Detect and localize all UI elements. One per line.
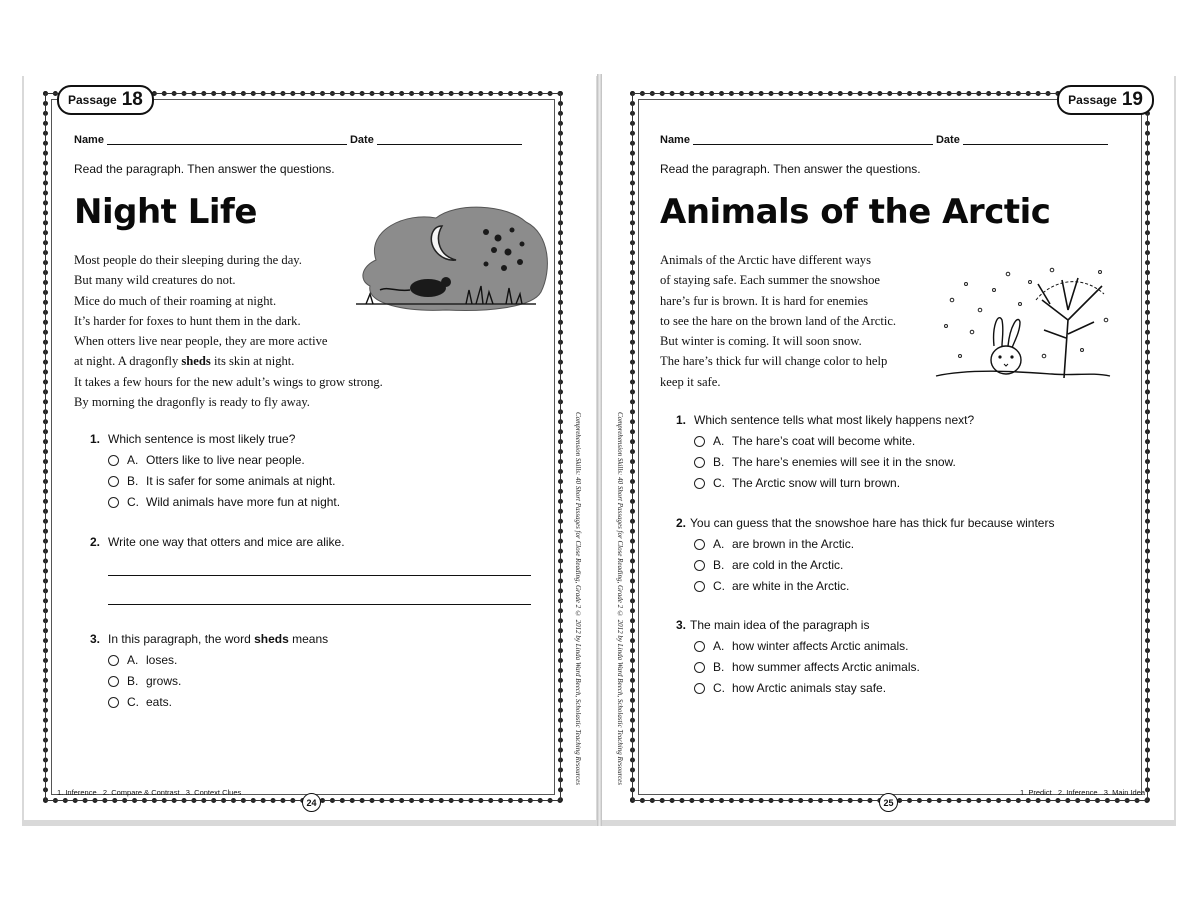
question-text: means bbox=[292, 632, 329, 646]
paragraph-line: It’s harder for foxes to hunt them in the dark. bbox=[74, 313, 301, 328]
radio-button-icon[interactable] bbox=[694, 581, 705, 592]
option-text: how winter affects Arctic animals. bbox=[732, 639, 909, 653]
left-page bbox=[24, 72, 596, 820]
option-text: The hare’s enemies will see it in the snow. bbox=[732, 455, 956, 469]
passage-tag bbox=[57, 85, 154, 115]
question-text: Which sentence is most likely true? bbox=[108, 432, 296, 446]
question-text: Write one way that otters and mice are alike. bbox=[108, 535, 345, 549]
answer-option[interactable] bbox=[694, 434, 915, 448]
paragraph-line: to see the hare on the brown land of the Arctic. bbox=[660, 313, 897, 328]
question-text: The main idea of the paragraph is bbox=[690, 618, 870, 632]
snowshoe-hare-winter-illustration bbox=[932, 260, 1112, 388]
name-label: Name bbox=[660, 134, 690, 146]
question-2 bbox=[676, 516, 1054, 530]
option-letter: A. bbox=[713, 639, 725, 653]
passage-number: 19 bbox=[1121, 89, 1143, 110]
radio-button-icon[interactable] bbox=[108, 697, 119, 708]
reading-paragraph bbox=[74, 250, 383, 412]
radio-button-icon[interactable] bbox=[694, 539, 705, 550]
option-letter: A. bbox=[713, 434, 725, 448]
question-number: 1. bbox=[676, 413, 687, 427]
question-1 bbox=[90, 432, 295, 446]
answer-option[interactable] bbox=[694, 681, 886, 695]
question-number: 3. bbox=[90, 632, 101, 646]
paragraph-line: But winter is coming. It will soon snow. bbox=[660, 334, 862, 349]
paragraph-line: But many wild creatures do not. bbox=[74, 273, 236, 288]
option-text: how Arctic animals stay safe. bbox=[732, 681, 887, 695]
answer-option[interactable] bbox=[108, 495, 340, 509]
passage-number: 18 bbox=[121, 89, 143, 110]
option-text: eats. bbox=[146, 695, 173, 709]
option-letter: A. bbox=[127, 653, 139, 667]
option-text: It is safer for some animals at night. bbox=[146, 474, 336, 488]
question-3 bbox=[676, 618, 869, 632]
vocab-word: sheds bbox=[254, 632, 289, 646]
paragraph-line: Most people do their sleeping during the day. bbox=[74, 253, 302, 267]
option-text: are cold in the Arctic. bbox=[732, 558, 844, 572]
answer-option[interactable] bbox=[694, 558, 843, 572]
option-letter: A. bbox=[713, 537, 725, 551]
question-2 bbox=[90, 535, 345, 549]
paragraph-line: When otters live near people, they are more active bbox=[74, 334, 328, 349]
option-letter: B. bbox=[713, 558, 725, 572]
name-field[interactable] bbox=[693, 134, 933, 145]
page-title: Night Life bbox=[74, 192, 257, 232]
date-field[interactable] bbox=[377, 134, 522, 145]
passage-label: Passage bbox=[1068, 93, 1117, 107]
radio-button-icon[interactable] bbox=[694, 436, 705, 447]
paragraph-line: Mice do much of their roaming at night. bbox=[74, 293, 277, 308]
answer-option[interactable] bbox=[694, 476, 900, 490]
copyright-credit: Comprehension Skills: 40 Short Passages for Close Reading, Grade 2 © 2012 by Linda Ward Beech, Scholastic Teaching Resources bbox=[616, 412, 624, 786]
name-date-row bbox=[660, 134, 1111, 146]
answer-option[interactable] bbox=[108, 653, 177, 667]
radio-button-icon[interactable] bbox=[694, 457, 705, 468]
answer-option[interactable] bbox=[694, 455, 956, 469]
option-letter: C. bbox=[127, 695, 139, 709]
option-text: are white in the Arctic. bbox=[732, 579, 850, 593]
answer-line[interactable] bbox=[108, 575, 531, 576]
date-label: Date bbox=[349, 134, 374, 146]
paragraph-line: hare’s fur is brown. It is hard for enemies bbox=[660, 293, 869, 308]
radio-button-icon[interactable] bbox=[694, 683, 705, 694]
paragraph-line bbox=[74, 351, 383, 371]
question-number: 3. bbox=[676, 618, 687, 632]
option-text: grows. bbox=[146, 674, 182, 688]
question-number: 2. bbox=[90, 535, 101, 549]
paragraph-line: By morning the dragonfly is ready to fly away. bbox=[74, 395, 310, 410]
option-letter: C. bbox=[713, 579, 725, 593]
reading-paragraph bbox=[660, 250, 896, 392]
instructions: Read the paragraph. Then answer the questions. bbox=[660, 162, 921, 176]
paragraph-line: The hare’s thick fur will change color to help bbox=[660, 354, 888, 369]
answer-option[interactable] bbox=[108, 474, 335, 488]
date-label: Date bbox=[935, 134, 960, 146]
radio-button-icon[interactable] bbox=[108, 676, 119, 687]
radio-button-icon[interactable] bbox=[694, 478, 705, 489]
answer-option[interactable] bbox=[694, 639, 909, 653]
vocab-word: sheds bbox=[181, 354, 211, 369]
option-letter: C. bbox=[127, 495, 139, 509]
name-date-row bbox=[74, 134, 525, 146]
radio-button-icon[interactable] bbox=[108, 655, 119, 666]
page-number: 25 bbox=[879, 793, 898, 812]
answer-option[interactable] bbox=[694, 537, 854, 551]
option-text: loses. bbox=[146, 653, 178, 667]
passage-label: Passage bbox=[68, 93, 117, 107]
paragraph-line: of staying safe. Each summer the snowshoe bbox=[660, 273, 880, 288]
copyright-credit: Comprehension Skills: 40 Short Passages for Close Reading, Grade 2 © 2012 by Linda Ward Beech, Scholastic Teaching Resources bbox=[574, 412, 582, 786]
paragraph-text: its skin at night. bbox=[213, 354, 295, 369]
option-letter: B. bbox=[127, 674, 139, 688]
option-text: Otters like to live near people. bbox=[146, 453, 305, 467]
answer-option[interactable] bbox=[108, 453, 305, 467]
answer-option[interactable] bbox=[108, 674, 181, 688]
radio-button-icon[interactable] bbox=[694, 641, 705, 652]
skills-footer: 1. Inference 2. Compare & Contrast 3. Context Clues bbox=[57, 788, 242, 797]
right-page bbox=[602, 72, 1174, 820]
page-title: Animals of the Arctic bbox=[660, 192, 1051, 232]
radio-button-icon[interactable] bbox=[108, 476, 119, 487]
instructions: Read the paragraph. Then answer the questions. bbox=[74, 162, 335, 176]
option-letter: C. bbox=[713, 681, 725, 695]
question-text: You can guess that the snowshoe hare has thick fur because winters bbox=[690, 516, 1055, 530]
passage-tag bbox=[1057, 85, 1154, 115]
radio-button-icon[interactable] bbox=[108, 455, 119, 466]
paragraph-line: Animals of the Arctic have different ways bbox=[660, 253, 871, 267]
name-field[interactable] bbox=[107, 134, 347, 145]
option-letter: B. bbox=[713, 455, 725, 469]
paragraph-line: It takes a few hours for the new adult’s wings to grow strong. bbox=[74, 374, 383, 389]
question-number: 1. bbox=[90, 432, 101, 446]
answer-option[interactable] bbox=[694, 660, 920, 674]
radio-button-icon[interactable] bbox=[108, 497, 119, 508]
option-text: are brown in the Arctic. bbox=[732, 537, 855, 551]
question-1 bbox=[676, 413, 974, 427]
date-field[interactable] bbox=[963, 134, 1108, 145]
option-text: The Arctic snow will turn brown. bbox=[732, 476, 901, 490]
radio-button-icon[interactable] bbox=[694, 662, 705, 673]
option-letter: C. bbox=[713, 476, 725, 490]
question-text: In this paragraph, the word bbox=[108, 632, 251, 646]
paragraph-text: at night. A dragonfly bbox=[74, 354, 179, 369]
question-3 bbox=[90, 632, 328, 646]
option-letter: B. bbox=[713, 660, 725, 674]
paragraph-line: keep it safe. bbox=[660, 374, 721, 389]
answer-line[interactable] bbox=[108, 604, 531, 605]
question-text: Which sentence tells what most likely happens next? bbox=[694, 413, 975, 427]
option-letter: A. bbox=[127, 453, 139, 467]
question-number: 2. bbox=[676, 516, 687, 530]
option-text: The hare’s coat will become white. bbox=[732, 434, 916, 448]
option-text: Wild animals have more fun at night. bbox=[146, 495, 341, 509]
answer-option[interactable] bbox=[108, 695, 172, 709]
radio-button-icon[interactable] bbox=[694, 560, 705, 571]
name-label: Name bbox=[74, 134, 104, 146]
option-letter: B. bbox=[127, 474, 139, 488]
page-number: 24 bbox=[302, 793, 321, 812]
skills-footer: 1. Predict 2. Inference 3. Main Idea bbox=[1020, 788, 1146, 797]
option-text: how summer affects Arctic animals. bbox=[732, 660, 920, 674]
answer-option[interactable] bbox=[694, 579, 849, 593]
